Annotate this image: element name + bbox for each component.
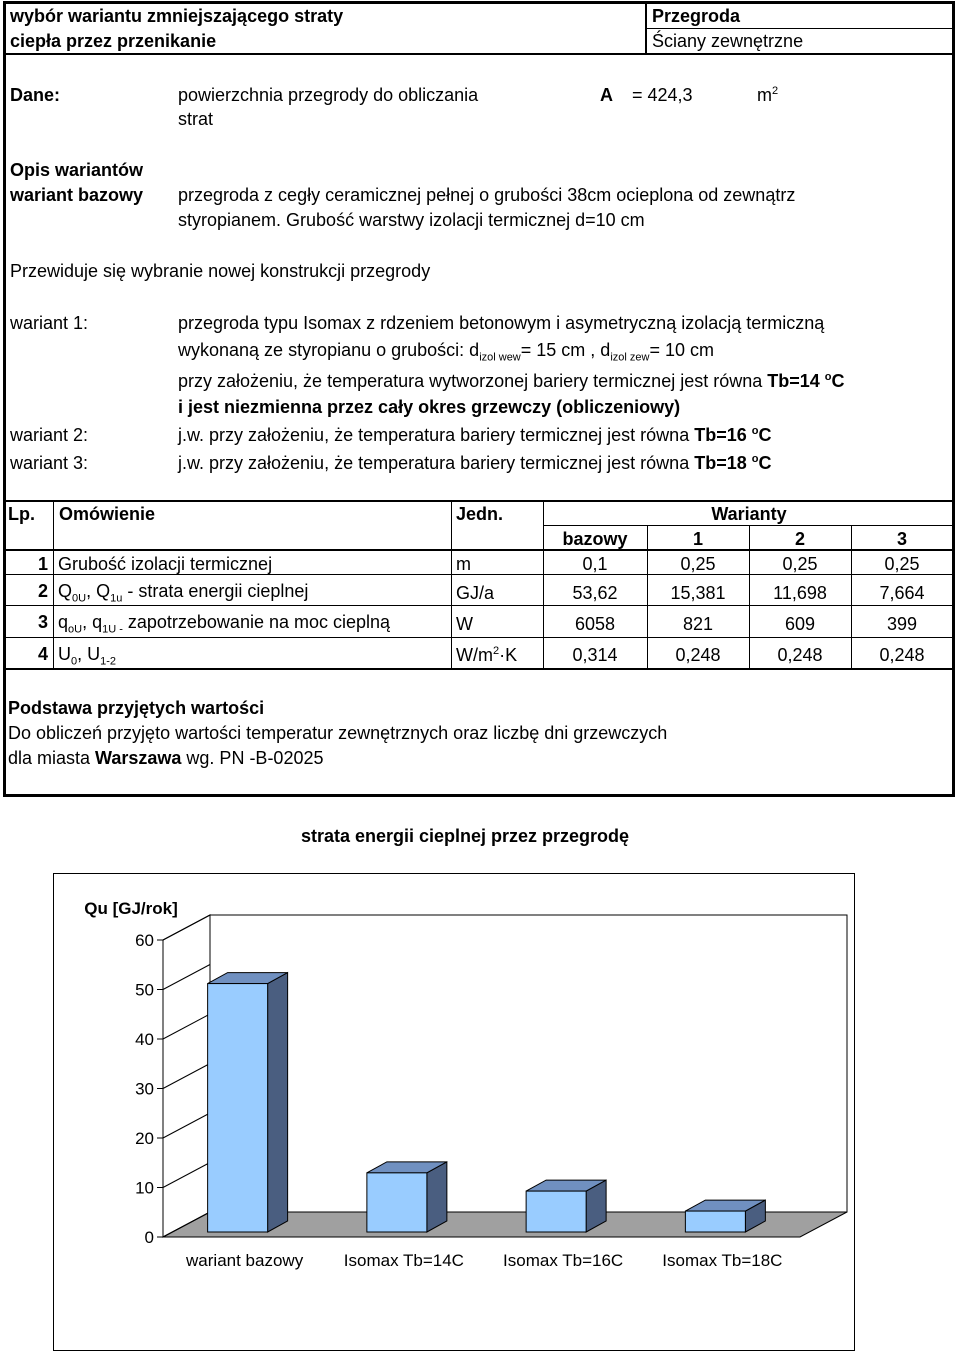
variants-heading: Opis wariantów bbox=[10, 160, 144, 180]
area-unit: $m^2$ bbox=[757, 85, 779, 105]
row-3-unit: W bbox=[456, 614, 473, 634]
basis-line-1: Do obliczeń przyjęto wartości temperatur zewnętrznych oraz liczbę dni grzewczych bbox=[8, 723, 668, 743]
row-4-unit: $W/m^2\cdot K$ bbox=[456, 645, 518, 665]
row-2-lp: 2 bbox=[38, 581, 49, 601]
y-tick-label: 60 bbox=[135, 931, 154, 950]
bar-side bbox=[268, 973, 288, 1232]
row-2-val-base: 53,62 bbox=[572, 583, 618, 603]
row-1-desc: Grubość izolacji termicznej bbox=[58, 554, 273, 574]
variant-1-desc-1: przegroda typu Isomax z rdzeniem betonowym i asymetryczną izolacją termiczną bbox=[178, 313, 825, 333]
variant-3-desc: j.w. przy założeniu, że temperatura bariery termicznej jest równa Tb=18 $^o$C bbox=[178, 453, 772, 473]
row-2-val-v3: 7,664 bbox=[879, 583, 925, 603]
basis-line-2: dla miasta Warszawa wg. PN -B-02025 bbox=[8, 748, 324, 768]
partition-value: Ściany zewnętrzne bbox=[652, 31, 804, 51]
base-variant-desc-1: przegroda z cegły ceramicznej pełnej o grubości 38cm ocieplona od zewnątrz bbox=[178, 185, 796, 205]
variant-1-label: wariant 1: bbox=[10, 313, 89, 333]
row-3-val-v1: 821 bbox=[682, 614, 714, 634]
y-tick-label: 20 bbox=[135, 1129, 154, 1148]
row-2-desc: $Q_{0U}$, $Q_{1u}$ - strata energii cieplnej bbox=[58, 581, 309, 605]
row-4-val-base: 0,314 bbox=[572, 645, 618, 665]
row-1-val-v3: 0,25 bbox=[884, 554, 920, 574]
row-3-val-v2: 609 bbox=[784, 614, 816, 634]
y-tick-label: 0 bbox=[144, 1228, 154, 1247]
row-3-lp: 3 bbox=[38, 612, 49, 632]
variant-2-label: wariant 2: bbox=[10, 425, 89, 445]
row-4-val-v1: 0,248 bbox=[675, 645, 721, 665]
x-tick-label: Isomax Tb=14C bbox=[343, 1251, 464, 1270]
given-label: Dane: bbox=[10, 85, 61, 105]
x-tick-label: wariant bazowy bbox=[186, 1251, 304, 1270]
chart-title: strata energii cieplnej przez przegrodę bbox=[300, 826, 630, 846]
row-4-val-v2: 0,248 bbox=[777, 645, 823, 665]
base-variant-label: wariant bazowy bbox=[10, 185, 144, 205]
y-tick-label: 40 bbox=[135, 1030, 154, 1049]
row-1-val-v1: 0,25 bbox=[680, 554, 716, 574]
bar bbox=[367, 1173, 427, 1232]
col-header-v3: 3 bbox=[896, 529, 907, 549]
y-tick-label: 50 bbox=[135, 980, 154, 1000]
bar bbox=[208, 984, 268, 1232]
variant-1-desc-4: i jest niezmienna przez cały okres grzewczy (obliczeniowy) bbox=[178, 397, 681, 417]
bar bbox=[526, 1191, 586, 1232]
x-tick-label: Isomax Tb=18C bbox=[662, 1251, 783, 1270]
col-header-variants: Warianty bbox=[711, 504, 787, 524]
row-4-lp: 4 bbox=[38, 644, 49, 664]
title-line-1: wybór wariantu zmniejszającego straty bbox=[10, 6, 344, 26]
row-3-desc: $q_{oU}$, $q_{1U -}$ zapotrzebowanie na moc cieplną bbox=[58, 612, 391, 636]
basis-heading: Podstawa przyjętych wartości bbox=[8, 698, 265, 718]
row-1-unit: m bbox=[456, 554, 471, 574]
title-line-2: ciepła przez przenikanie bbox=[10, 31, 217, 51]
col-header-unit: Jedn. bbox=[456, 504, 504, 524]
row-1-val-base: 0,1 bbox=[582, 554, 608, 574]
row-1-val-v2: 0,25 bbox=[782, 554, 818, 574]
y-tick-label: 30 bbox=[135, 1079, 154, 1099]
col-header-v2: 2 bbox=[794, 529, 805, 549]
variant-1-desc-2: wykonaną ze styropianu o grubości: $d_{izol wew}= 15$ cm , $d_{izol zew}= 10$ cm bbox=[178, 340, 714, 364]
variants-intro: Przewiduje się wybranie nowej konstrukcji przegrody bbox=[10, 261, 431, 281]
col-header-v1: 1 bbox=[692, 529, 703, 549]
row-2-unit: GJ/a bbox=[456, 583, 495, 603]
base-variant-desc-2: styropianem. Grubość warstwy izolacji termicznej d=10 cm bbox=[178, 210, 645, 230]
row-1-lp: 1 bbox=[38, 554, 49, 574]
variant-3-label: wariant 3: bbox=[10, 453, 89, 473]
row-3-val-base: 6058 bbox=[574, 614, 616, 634]
given-desc-2: strat bbox=[178, 109, 214, 129]
given-desc-1: powierzchnia przegrody do obliczania bbox=[178, 85, 479, 105]
variant-1-desc-3: przy założeniu, że temperatura wytworzonej bariery termicznej jest równa Tb=14 $^o$C bbox=[178, 371, 845, 391]
col-header-lp: Lp. bbox=[8, 504, 35, 524]
bar bbox=[685, 1211, 745, 1232]
area-symbol: A bbox=[600, 85, 613, 105]
bar-side bbox=[427, 1162, 447, 1232]
chart-back-wall bbox=[210, 915, 847, 1212]
partition-label: Przegroda bbox=[652, 6, 741, 26]
area-value: = 424,3 bbox=[632, 85, 693, 105]
variant-2-desc: j.w. przy założeniu, że temperatura bariery termicznej jest równa Tb=16 $^o$C bbox=[178, 425, 772, 445]
row-2-val-v2: 11,698 bbox=[773, 583, 827, 603]
col-header-desc: Omówienie bbox=[59, 504, 156, 524]
y-axis-label: Qu [GJ/rok] bbox=[84, 899, 178, 918]
x-tick-label: Isomax Tb=16C bbox=[503, 1251, 624, 1270]
row-3-val-v3: 399 bbox=[886, 614, 918, 634]
row-2-val-v1: 15,381 bbox=[670, 583, 726, 603]
col-header-base: bazowy bbox=[562, 529, 628, 549]
row-4-val-v3: 0,248 bbox=[879, 645, 925, 665]
y-tick-label: 10 bbox=[135, 1178, 154, 1198]
row-4-desc: $U_0$, $U_{1-2}$ bbox=[58, 644, 117, 668]
